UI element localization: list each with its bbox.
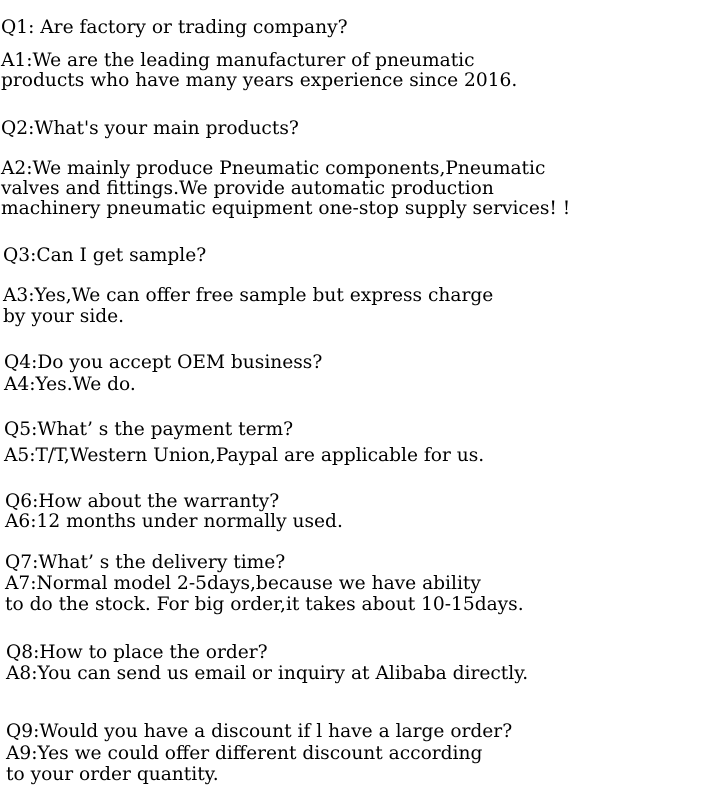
question-2: Q2:What's your main products? (1, 118, 299, 139)
answer-1-line-1: A1:We are the leading manufacturer of pneumatic (1, 50, 475, 71)
answer-5: A5:T/T,Western Union,Paypal are applicable for us. (4, 445, 485, 466)
question-1: Q1: Are factory or trading company? (1, 17, 348, 38)
answer-3-line-1: A3:Yes,We can offer free sample but express charge (3, 285, 494, 306)
answer-2-line-3: machinery pneumatic equipment one-stop supply services! ! (1, 198, 571, 219)
question-6: Q6:How about the warranty? (5, 491, 280, 512)
answer-7-line-1: A7:Normal model 2-5days,because we have ability (5, 573, 481, 594)
question-4: Q4:Do you accept OEM business? (4, 352, 323, 373)
question-9: Q9:Would you have a discount if l have a large order? (6, 721, 513, 742)
question-3: Q3:Can I get sample? (3, 245, 207, 266)
question-7: Q7:What’ s the delivery time? (5, 552, 286, 573)
answer-2-line-2: valves and fittings.We provide automatic production (1, 178, 494, 199)
answer-8: A8:You can send us email or inquiry at Alibaba directly. (6, 663, 529, 684)
answer-9-line-2: to your order quantity. (6, 764, 219, 785)
answer-6: A6:12 months under normally used. (5, 511, 343, 532)
answer-2-line-1: A2:We mainly produce Pneumatic components,Pneumatic (1, 158, 546, 179)
answer-3-line-2: by your side. (3, 306, 125, 327)
answer-9-line-1: A9:Yes we could offer different discount according (6, 743, 483, 764)
question-8: Q8:How to place the order? (6, 642, 268, 663)
question-5: Q5:What’ s the payment term? (4, 419, 294, 440)
answer-7-line-2: to do the stock. For big order,it takes about 10-15days. (5, 594, 524, 615)
answer-4: A4:Yes.We do. (4, 374, 136, 395)
answer-1-line-2: products who have many years experience since 2016. (1, 70, 518, 91)
